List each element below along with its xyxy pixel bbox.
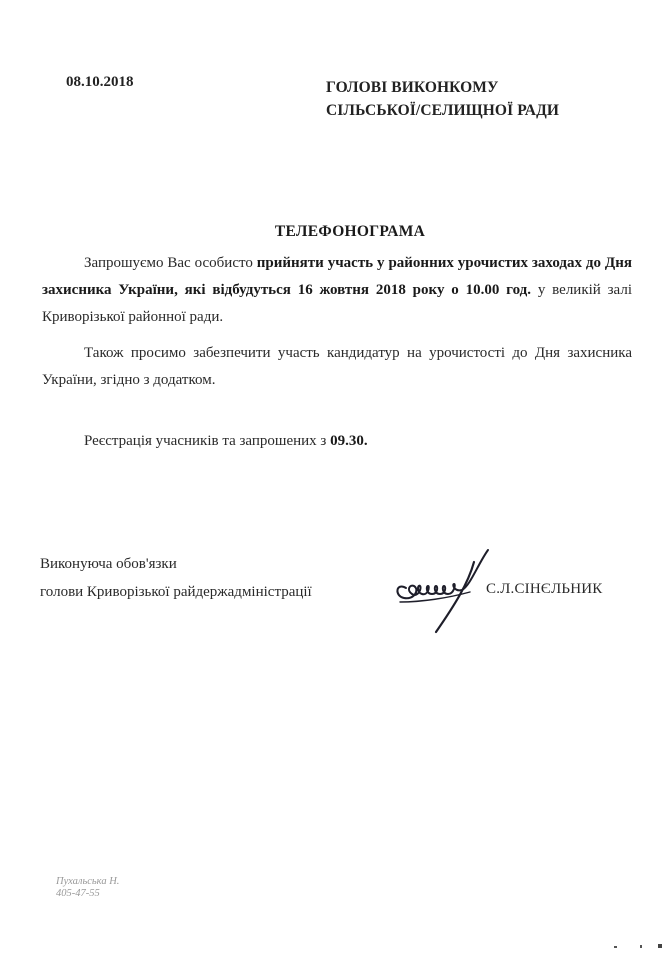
invitation-paragraph <box>42 250 632 331</box>
executor-phone: 405-47-55 <box>56 888 100 899</box>
invitation-text-a: Запрошуємо Вас особисто <box>84 255 257 271</box>
request-text: Також просимо забезпечити участь кандидатур на урочистості до Дня захисника України, згідно з додатком. <box>42 345 632 388</box>
registration-time: 09.30. <box>330 433 368 449</box>
handwritten-signature <box>392 544 492 636</box>
scan-artifact-mark <box>610 940 666 954</box>
recipient-block <box>326 76 559 122</box>
signatory-role-line-2: голови Криворізької райдержадміністрації <box>40 584 312 600</box>
executor-name: Пухальська Н. <box>56 876 120 887</box>
recipient-line-1: ГОЛОВІ ВИКОНКОМУ <box>326 79 499 96</box>
signatory-role <box>40 550 312 606</box>
document-date: 08.10.2018 <box>66 74 134 90</box>
recipient-line-2: СІЛЬСЬКОЇ/СЕЛИЩНОЇ РАДИ <box>326 102 559 119</box>
executor-note <box>56 876 119 900</box>
signer-name: С.Л.СІНЄЛЬНИК <box>486 581 603 597</box>
invitation-text-c: у великій залі Криворізької районної ради. <box>42 282 633 325</box>
registration-paragraph <box>42 428 632 455</box>
request-paragraph <box>42 340 632 394</box>
signatory-role-line-1: Виконуюча обов'язки <box>40 556 177 572</box>
event-date: 16 жовтня 2018 року о 10.00 год. <box>297 282 532 298</box>
invitation-text-b: прийняти участь у районних урочистих заходах до Дня захисника України, які відбудуться <box>42 255 632 298</box>
registration-text: Реєстрація учасників та запрошених з <box>84 433 331 449</box>
document-title: ТЕЛЕФОНОГРАМА <box>274 223 426 240</box>
